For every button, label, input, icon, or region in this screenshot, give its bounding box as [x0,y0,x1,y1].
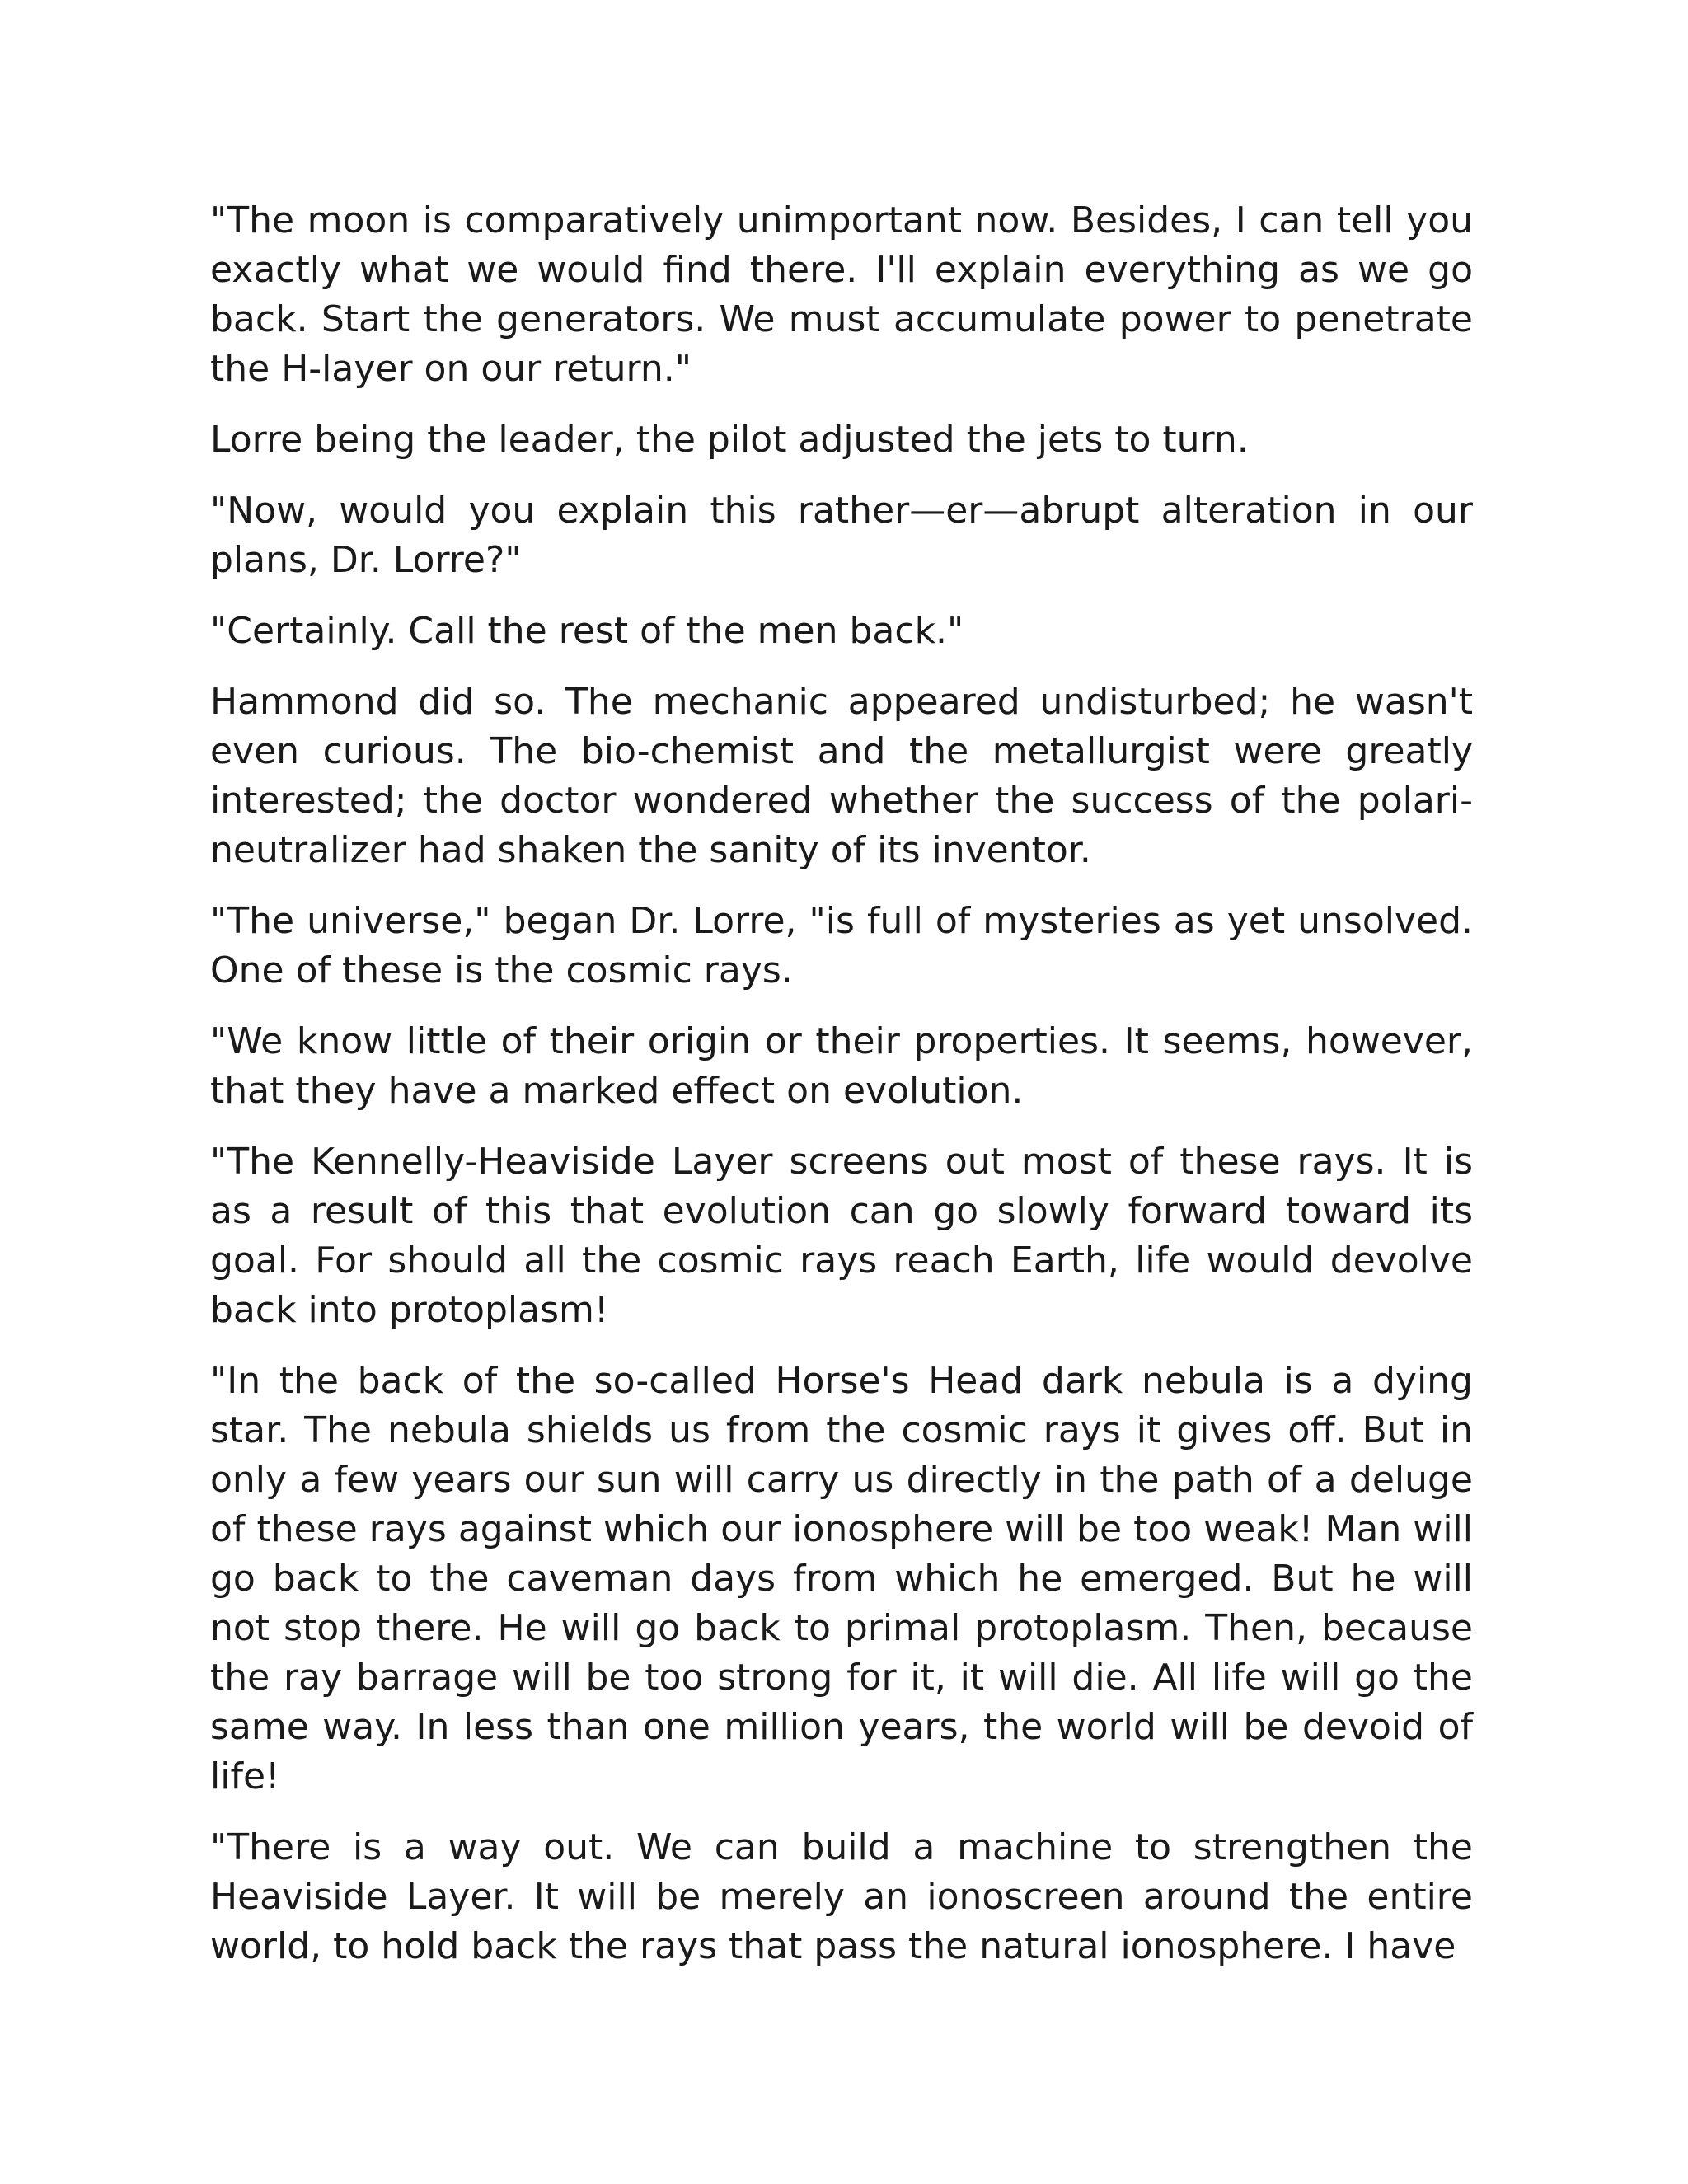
paragraph-horses-head-nebula: "In the back of the so-called Horse's Head dark nebula is a dying star. The nebula shields us from the cosmic rays it gives off. But in only a few years our sun will carry us directly in the path of a deluge of these rays against which our ionosphere will be too weak! Man will go back to the caveman days from which he emerged. But he will not stop there. He will go back to primal protoplasm. Then, because the ray barrage will be too strong for it, it will die. All life will go the same way. In less than one million years, the world will be devoid of life! [210,1360,1473,1797]
paragraph-moon-unimportant: "The moon is comparatively unimportant now. Besides, I can tell you exactly what we would find there. I'll explain everything as we go back. Start the generators. We must accumulate power to penetrate the H-layer on our return." [210,199,1473,390]
paragraph-way-out: "There is a way out. We can build a machine to strengthen the Heaviside Layer. It will be merely an ionoscreen around the entire world, to hold back the rays that pass the natural ionosphere. I have [210,1826,1473,1967]
paragraph-hammond: Hammond did so. The mechanic appeared undisturbed; he wasn't even curious. The bio-chemist and the metallurgist were greatly interested; the doctor wondered whether the success of the polari-neutralizer had shaken the sanity of its inventor. [210,681,1473,871]
paragraph-call-men-back: "Certainly. Call the rest of the men back." [210,610,964,652]
paragraph-universe-mysteries: "The universe," began Dr. Lorre, "is full of mysteries as yet unsolved. One of these is the cosmic rays. [210,900,1473,991]
paragraph-lorre-leader: Lorre being the leader, the pilot adjusted the jets to turn. [210,419,1249,461]
paragraph-kennelly-heaviside: "The Kennelly-Heaviside Layer screens out most of these rays. It is as a result of this that evolution can go slowly forward toward its goal. For should all the cosmic rays reach Earth, life would devolve back into protoplasm! [210,1141,1473,1331]
paragraph-explain-alteration: "Now, would you explain this rather—er—abrupt alteration in our plans, Dr. Lorre?" [210,490,1473,581]
paragraph-origin-properties: "We know little of their origin or their properties. It seems, however, that they have a marked effect on evolution. [210,1020,1473,1112]
document-page [210,196,1473,1993]
